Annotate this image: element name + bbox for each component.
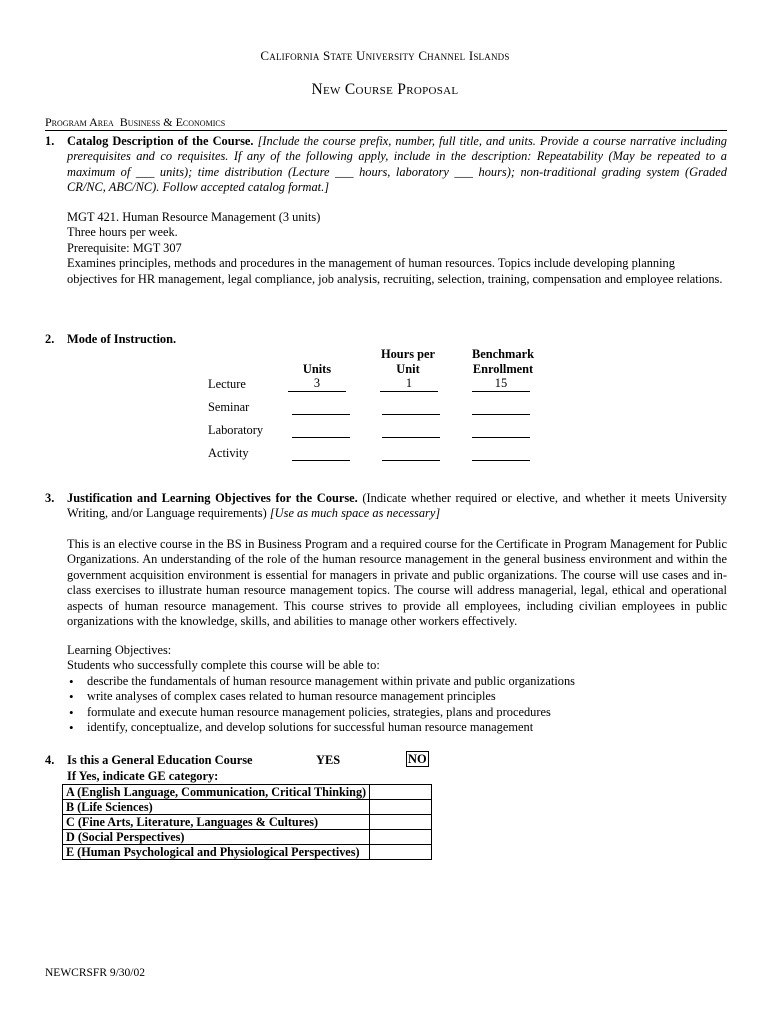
laboratory-units-field[interactable] [292, 423, 350, 438]
course-description: Examines principles, methods and procedures in the management of human resources. Topics include developing planning objectives for HR management, legal compliance, job analysis, recruiting, selection, training, compensation and employee relations. [67, 256, 723, 286]
form-code: NEWCRSFR 9/30/02 [45, 967, 146, 979]
section-1-instructions: [Include the course prefix, number, full title, and units. Provide a course narrative including prerequisites and co requisites. If any of the following apply, include in the description: Repeatability (May be repeated to a maximum of ___ units); time distribution (Lecture ___ hours, laboratory ___ hours); non-traditional grading system (Graded CR/NC, ABC/NC). Follow accepted catalog format.] [67, 134, 727, 195]
ge-category-e-box[interactable] [370, 845, 432, 860]
seminar-enrollment-field[interactable] [472, 400, 530, 415]
section-1-heading: Catalog Description of the Course. [67, 134, 254, 148]
section-2-heading: Mode of Instruction. [67, 332, 177, 346]
laboratory-enrollment-field[interactable] [472, 423, 530, 438]
objective-item: • describe the fundamentals of human resource management within private and public organizations [67, 674, 727, 689]
objective-item: • write analyses of complex cases related to human resource management principles [67, 689, 727, 704]
ge-category-d-box[interactable] [370, 830, 432, 845]
seminar-hours-field[interactable] [382, 400, 440, 415]
lecture-hours-field[interactable]: 1 [380, 377, 438, 392]
ge-category-c-box[interactable] [370, 815, 432, 830]
section-3-number: 3. [45, 491, 55, 505]
justification-paragraph: This is an elective course in the BS in Business Program and a required course for the Certificate in Program Management for Public Organizations. An understanding of the role of the human resource management in the general business environment and within the government acquisition environment is essential for managers in private and public organizations. The course will use cases and in-class exercises to illustrate human resource management topics. The course will address managerial, legal, ethical and operational aspects of human resource management. This course strives to provide all employees, including civilian employees in public organizations with the knowledge, skills, and abilities to manage other workers effectively. [67, 537, 727, 629]
lecture-enrollment-field[interactable]: 15 [472, 377, 530, 392]
objective-item: • formulate and execute human resource management policies, strategies, plans and procedures [67, 705, 727, 720]
table-row [63, 785, 432, 800]
ge-question: Is this a General Education Course [67, 753, 253, 767]
ge-category-d: D (Social Perspectives) [63, 830, 370, 845]
lecture-units-field[interactable]: 3 [288, 377, 346, 392]
row-lecture-label: Lecture [208, 377, 246, 391]
program-area [45, 115, 225, 130]
col-units: Units [302, 362, 332, 376]
lo-intro: Students who successfully complete this course will be able to: [67, 658, 380, 673]
section-2-number: 2. [45, 332, 55, 346]
col-bench-line2: Enrollment [472, 362, 534, 376]
activity-units-field[interactable] [292, 446, 350, 461]
objective-item: • identify, conceptualize, and develop solutions for successful human resource management [67, 720, 727, 735]
table-row [63, 800, 432, 815]
col-benchmark-enrollment [463, 347, 543, 377]
header-rule [45, 130, 727, 131]
no-option[interactable] [406, 752, 429, 767]
row-activity-label: Activity [208, 446, 249, 460]
objectives-list [67, 674, 727, 736]
section-4-number: 4. [45, 753, 55, 767]
catalog-description [67, 210, 727, 287]
col-hours-line2: Unit [396, 362, 420, 376]
table-row [63, 815, 432, 830]
section-3-instructions-italic: [Use as much space as necessary] [269, 506, 441, 521]
lo-title: Learning Objectives: [67, 643, 172, 657]
col-bench-line1: Benchmark [472, 347, 534, 361]
hours-line: Three hours per week. [67, 225, 178, 240]
ge-category-prompt: If Yes, indicate GE category: [67, 769, 219, 783]
section-3-instructions: (Indicate whether required or elective, and whether it meets University Writing, and/or Language requirements) [67, 491, 727, 521]
section-1-header [67, 134, 727, 196]
program-area-label: Program Area [45, 115, 114, 129]
row-seminar-label: Seminar [208, 400, 250, 414]
seminar-units-field[interactable] [292, 400, 350, 415]
university-name: California State University Channel Islands [260, 48, 510, 63]
ge-category-a: A (English Language, Communication, Critical Thinking) [63, 785, 370, 800]
laboratory-hours-field[interactable] [382, 423, 440, 438]
form-title: New Course Proposal [311, 81, 459, 98]
col-hours-per-unit [373, 347, 443, 377]
section-3-header [67, 491, 727, 522]
section-1-number: 1. [45, 134, 55, 148]
col-hours-line1: Hours per [380, 347, 436, 361]
ge-category-e: E (Human Psychological and Physiological Perspectives) [63, 845, 370, 860]
program-area-value: Business & Economics [119, 115, 226, 129]
ge-category-table [62, 784, 432, 860]
activity-hours-field[interactable] [382, 446, 440, 461]
section-3-heading: Justification and Learning Objectives for the Course. [67, 491, 358, 505]
course-line: MGT 421. Human Resource Management (3 units) [67, 210, 321, 224]
ge-category-a-box[interactable] [370, 785, 432, 800]
learning-objectives [67, 643, 727, 735]
ge-category-b-box[interactable] [370, 800, 432, 815]
no-option-selected-box: NO [408, 752, 427, 766]
ge-category-c: C (Fine Arts, Literature, Languages & Cultures) [63, 815, 370, 830]
prereq-line: Prerequisite: MGT 307 [67, 240, 182, 255]
activity-enrollment-field[interactable] [472, 446, 530, 461]
row-laboratory-label: Laboratory [208, 423, 264, 437]
yes-option[interactable]: YES [316, 753, 341, 767]
table-row [63, 830, 432, 845]
table-row [63, 845, 432, 860]
ge-category-b: B (Life Sciences) [63, 800, 370, 815]
